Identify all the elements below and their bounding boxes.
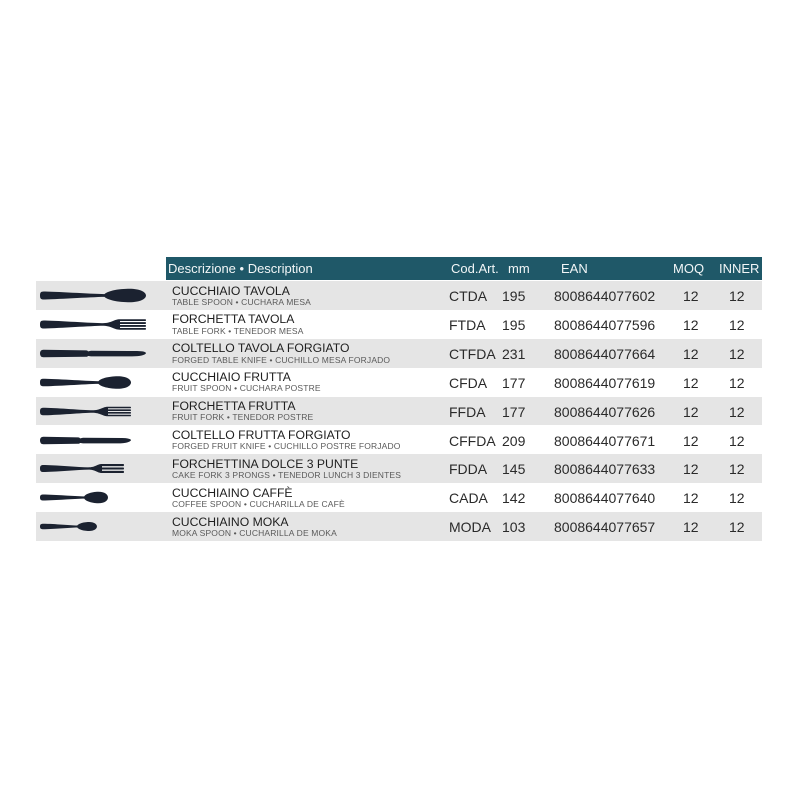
header-mm: mm xyxy=(508,261,530,276)
product-translation: FORGED FRUIT KNIFE • CUCHILLO POSTRE FORJADO xyxy=(172,441,401,452)
product-name: CUCCHIAIO TAVOLA xyxy=(172,283,290,298)
product-translation: MOKA SPOON • CUCHARILLA DE MOKA xyxy=(172,527,337,538)
product-moq: 12 xyxy=(683,403,699,420)
product-moq: 12 xyxy=(683,345,699,362)
product-length-mm: 195 xyxy=(502,288,526,304)
product-table xyxy=(36,257,762,543)
fruit-fork-icon xyxy=(36,397,166,426)
product-translation: FORGED TABLE KNIFE • CUCHILLO MESA FORJADO xyxy=(172,354,391,365)
product-length-mm: 177 xyxy=(502,374,526,391)
product-inner: 12 xyxy=(729,316,745,333)
product-inner: 12 xyxy=(729,490,745,507)
product-ean: 8008644077640 xyxy=(554,490,656,507)
product-name: FORCHETTINA DOLCE 3 PUNTE xyxy=(172,456,359,471)
product-length-mm: 209 xyxy=(502,432,526,449)
product-code: FTDA xyxy=(449,316,486,333)
product-length-mm: 142 xyxy=(502,490,526,507)
product-name: COLTELLO TAVOLA FORGIATO xyxy=(172,341,350,356)
product-ean: 8008644077671 xyxy=(554,432,656,449)
product-code: CFFDA xyxy=(449,432,496,449)
product-moq: 12 xyxy=(683,432,699,449)
product-inner: 12 xyxy=(729,432,745,449)
moka-spoon-icon xyxy=(36,512,166,541)
product-length-mm: 231 xyxy=(502,345,526,362)
product-code: FDDA xyxy=(449,461,488,478)
product-ean: 8008644077664 xyxy=(554,345,656,362)
product-inner: 12 xyxy=(729,461,745,478)
table-row xyxy=(36,368,762,397)
product-name: FORCHETTA TAVOLA xyxy=(172,312,295,327)
product-inner: 12 xyxy=(729,519,745,536)
product-moq: 12 xyxy=(683,461,699,478)
product-length-mm: 103 xyxy=(502,519,526,536)
product-translation: FRUIT SPOON • CUCHARA POSTRE xyxy=(172,383,321,394)
header-ean: EAN xyxy=(561,261,588,276)
product-name: CUCCHIAINO MOKA xyxy=(172,514,289,529)
product-name: FORCHETTA FRUTTA xyxy=(172,399,296,414)
product-code: CFDA xyxy=(449,374,488,391)
product-length-mm: 195 xyxy=(502,316,526,333)
product-code: MODA xyxy=(449,519,491,536)
product-ean: 8008644077633 xyxy=(554,461,656,478)
cake-fork-icon xyxy=(36,454,166,483)
table-spoon-icon xyxy=(36,281,166,310)
product-name: CUCCHIAINO CAFFÈ xyxy=(172,485,293,500)
table-row xyxy=(36,512,762,541)
product-inner: 12 xyxy=(729,374,745,391)
table-header xyxy=(166,257,762,280)
product-ean: 8008644077657 xyxy=(554,519,656,536)
product-code: CTDA xyxy=(449,288,488,304)
product-inner: 12 xyxy=(729,403,745,420)
product-name: CUCCHIAIO FRUTTA xyxy=(172,370,291,385)
table-row xyxy=(36,339,762,368)
fruit-spoon-icon xyxy=(36,368,166,397)
table-fork-icon xyxy=(36,310,166,339)
product-translation: COFFEE SPOON • CUCHARILLA DE CAFÈ xyxy=(172,499,345,510)
product-moq: 12 xyxy=(683,519,699,536)
table-row xyxy=(36,483,762,512)
product-ean: 8008644077596 xyxy=(554,316,656,333)
header-inner: INNER xyxy=(719,261,760,276)
product-moq: 12 xyxy=(683,490,699,507)
product-ean: 8008644077602 xyxy=(554,288,656,304)
table-knife-icon xyxy=(36,339,166,368)
header-description: Descrizione • Description xyxy=(168,261,313,276)
product-code: CTFDA xyxy=(449,345,496,362)
table-row xyxy=(36,281,762,310)
product-translation: FRUIT FORK • TENEDOR POSTRE xyxy=(172,412,314,423)
header-code: Cod.Art. xyxy=(451,261,499,276)
product-name: COLTELLO FRUTTA FORGIATO xyxy=(172,428,351,442)
product-code: FFDA xyxy=(449,403,486,420)
product-translation: TABLE SPOON • CUCHARA MESA xyxy=(172,296,311,307)
table-row xyxy=(36,454,762,483)
header-moq: MOQ xyxy=(673,261,705,276)
product-translation: CAKE FORK 3 PRONGS • TENEDOR LUNCH 3 DIENTES xyxy=(172,470,402,481)
product-moq: 12 xyxy=(683,316,699,333)
table-row xyxy=(36,310,762,339)
product-length-mm: 177 xyxy=(502,403,526,420)
table-row xyxy=(36,426,762,455)
product-translation: TABLE FORK • TENEDOR MESA xyxy=(172,325,304,336)
product-moq: 12 xyxy=(683,288,699,304)
fruit-knife-icon xyxy=(36,426,166,455)
product-inner: 12 xyxy=(729,288,745,304)
product-ean: 8008644077626 xyxy=(554,403,656,420)
table-row xyxy=(36,397,762,426)
product-moq: 12 xyxy=(683,374,699,391)
product-inner: 12 xyxy=(729,345,745,362)
product-code: CADA xyxy=(449,490,488,507)
coffee-spoon-icon xyxy=(36,483,166,512)
product-ean: 8008644077619 xyxy=(554,374,656,391)
product-length-mm: 145 xyxy=(502,461,526,478)
